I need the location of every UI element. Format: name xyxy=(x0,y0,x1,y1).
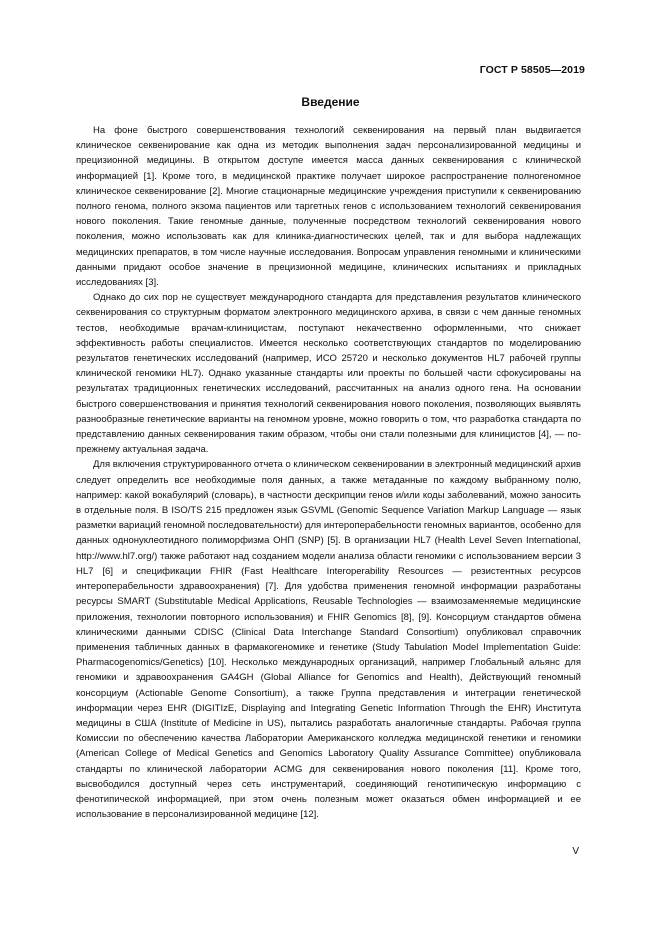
section-title: Введение xyxy=(301,95,360,109)
document-header: ГОСТ Р 58505—2019 xyxy=(479,64,585,76)
paragraph: На фоне быстрого совершенствования технологий секвенирования на первый план выдвигается клиническое секвенирование как одна из методик выполнения задач персонализированной медицины и прецизионной медицины. В открытом доступе имеется масса данных секвенирования с клинической информацией [1]. Кроме того, в медицинской практике получает широкое распространение полногеномное клиническое секвенирование [2]. Многие стационарные медицинские учреждения приступили к секвенированию полного генома, полного экзома пациентов или таргетных генов с использованием технологий секвенирования нового поколения. Такие геномные данные, полученные посредством технологий секвенирования нового поколения, можно использовать как для клиника-диагностических целей, так и для выбора надлежащих медицинских препаратов, в том числе научные исследования. Вопросам управления геномными и клиническими данными придают особое значение в прецизионной медицине, клинических испытаниях и прикладных исследованиях [3]. xyxy=(76,125,581,289)
paragraph: Однако до сих пор не существует международного стандарта для представления результатов клинического секвенирования со структурным форматом электронного медицинского архива, в связи с чем данные геномных тестов, необходимые врачам-клиницистам, поступают некачественно оформленными, что снижает эффективность работы специалистов. Имеется несколько соответствующих стандартов по моделированию результатов генетических исследований (например, ИСО 25720 и несколько документов HL7 рабочей группы клинической геномики HL7). Однако указанные стандарты или проекты по большей части сфокусированы на результатах традиционных генетических исследований, рассчитанных на анализ одного гена. На основании быстрого совершенствования и принятия технологий секвенирования нового поколения, позволяющих выявлять разнообразные генетические варианты на геномном уровне, можно говорить о том, что разработка стандарта по представлению данных секвенирования таким образом, чтобы они стали полезными для клиницистов [4], — по-прежнему актуальная задача. xyxy=(76,292,581,456)
document-body xyxy=(76,123,581,822)
paragraph: Для включения структурированного отчета о клиническом секвенировании в электронный медицинский архив следует определить все необходимые поля данных, а также метаданные по каждому выбранному полю, например: какой вокабулярий (словарь), в частности дескрипции генов и/или коды заболеваний, можно заносить в отдельные поля. В ISO/TS 215 предложен язык GSVML (Genomic Sequence Variation Markup Language — язык разметки вариаций геномной последовательности) для интероперабельности геномных вариантов, особенно для данных однонуклеотидного полиморфизма ОНП (SNP) [5]. В организации HL7 (Health Level Seven International, http://www.hl7.org/) также работают над созданием модели анализа области геномики с использованием версии 3 HL7 [6] и спецификации FHIR (Fast Healthcare Interoperability Resources — резистентных ресурсов интероперабельности здравоохранения) [7]. Для удобства применения геномной информации разработаны ресурсы SMART (Substitutable Medical Applications, Reusable Technologies — взаимозаменяемые медицинские приложения, технологии повторного использования) и FHIR Genomics [8], [9]. Консорциум стандартов обмена клиническими данными CDISC (Clinical Data Interchange Standard Consortium) опубликовал справочник применения табличных данных в фармакогеномике и генетике (Study Tabulation Model Implementation Guide: Pharmacogenomics/Genetics) [10]. Несколько международных организаций, например Глобальный альянс для геномики и здравоохранения GA4GH (Global Alliance for Genomics and Health), Действующий геномный консорциум (Actionable Genome Consortium), а также Группа представления и интеграции генетической информации через EHR (DIGITIzE, Displaying and Integrating Genetic Information Through the EHR) Института медицины в США (Institute of Medicine in US), пытались разработать аналогичные стандарты. Рабочая группа Комиссии по обеспечению качества Лаборатории Американского колледжа медицинской генетики и геномики (American College of Medical Genetics and Genomics Laboratory Quality Assurance Committee) опубликовала стандарты по клинической лаборатории ACMG для секвенирования нового поколения [11]. Кроме того, высвободился доступный через сеть инструментарий, соединяющий генотипическую информацию с фенотипической информацией, при этом очень полезным может оказаться обмен информацией и ее использование в персонализированной медицине [12]. xyxy=(76,459,581,821)
page-number: V xyxy=(572,846,579,857)
